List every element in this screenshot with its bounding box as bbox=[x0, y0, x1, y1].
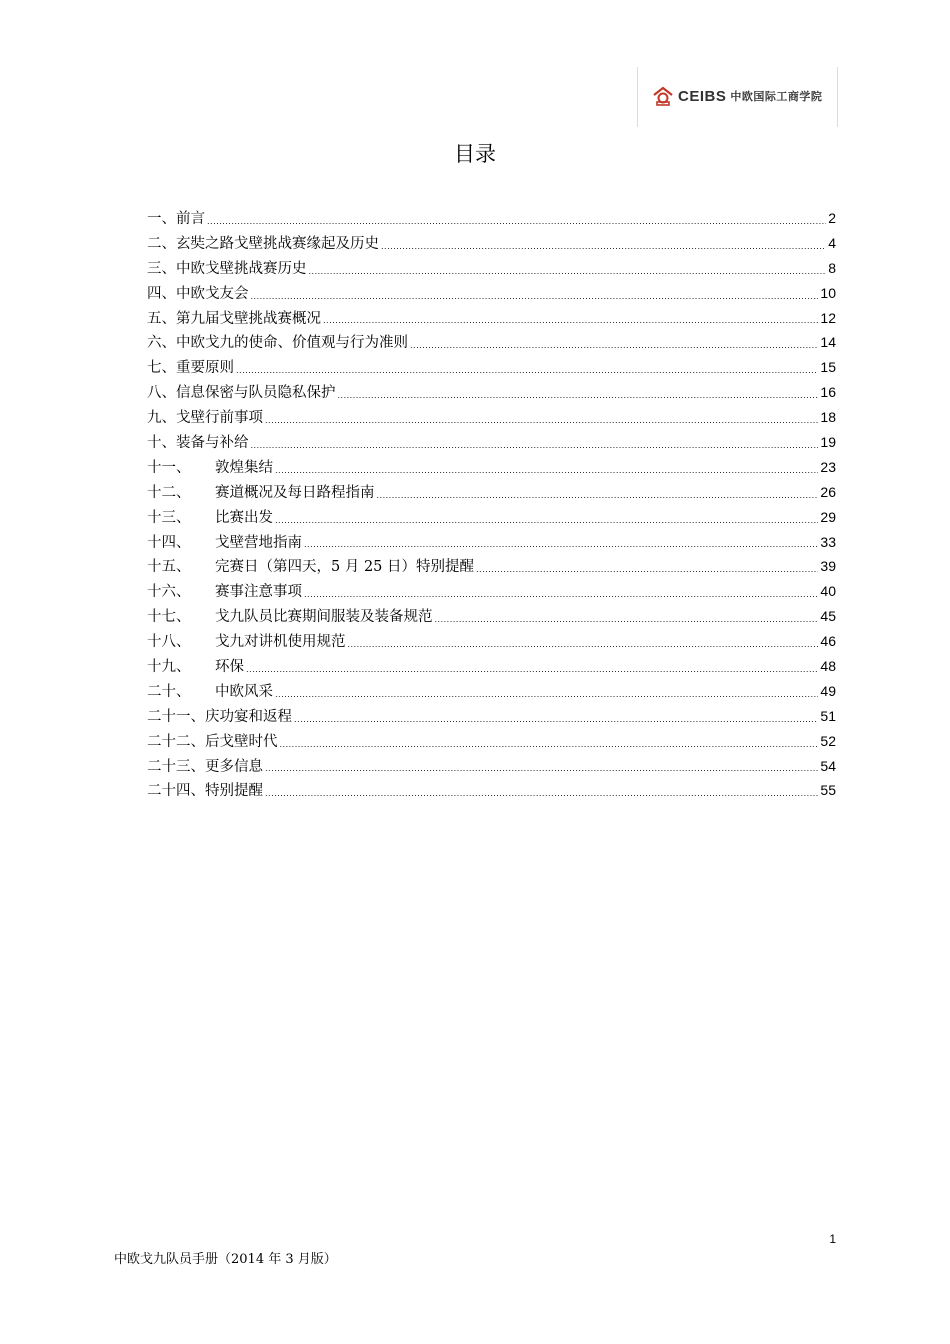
toc-entry-title: 中欧风采 bbox=[215, 683, 273, 700]
toc-entry-number: 二十三、 bbox=[147, 758, 205, 775]
toc-dot-leader bbox=[251, 437, 819, 455]
toc-entry[interactable] bbox=[147, 629, 836, 654]
toc-entry-page: 29 bbox=[820, 508, 836, 525]
toc-entry-number: 十七、 bbox=[147, 609, 191, 626]
toc-entry-number: 二十、 bbox=[147, 683, 191, 700]
toc-entry-page: 23 bbox=[820, 458, 836, 475]
toc-entry-page: 12 bbox=[820, 309, 836, 326]
toc-dot-leader bbox=[294, 711, 818, 729]
toc-entry[interactable] bbox=[147, 231, 836, 256]
toc-entry[interactable] bbox=[147, 679, 836, 704]
toc-entry-title: 装备与补给 bbox=[176, 435, 249, 452]
toc-dot-leader bbox=[207, 213, 826, 231]
toc-entry-page: 55 bbox=[820, 782, 836, 799]
toc-entry-number: 四、 bbox=[147, 285, 176, 302]
toc-dot-leader bbox=[338, 387, 819, 405]
toc-entry-title: 戈九对讲机使用规范 bbox=[215, 634, 346, 651]
toc-entry[interactable] bbox=[147, 355, 836, 380]
toc-entry-number: 六、 bbox=[147, 335, 176, 352]
toc-dot-leader bbox=[377, 487, 819, 505]
toc-entry-page: 10 bbox=[820, 284, 836, 301]
toc-entry-page: 52 bbox=[820, 732, 836, 749]
toc-entry-title: 环保 bbox=[215, 659, 244, 676]
toc-entry-page: 4 bbox=[828, 234, 836, 251]
toc-entry-page: 54 bbox=[820, 757, 836, 774]
toc-entry-page: 15 bbox=[820, 359, 836, 376]
toc-entry[interactable] bbox=[147, 405, 836, 430]
toc-entry[interactable] bbox=[147, 430, 836, 455]
toc-entry-page: 8 bbox=[828, 259, 836, 276]
toc-entry-title: 戈九队员比赛期间服装及装备规范 bbox=[215, 609, 433, 626]
toc-entry[interactable] bbox=[147, 480, 836, 505]
toc-entry-number: 十二、 bbox=[147, 484, 191, 501]
toc-dot-leader bbox=[265, 412, 818, 430]
toc-entry-page: 40 bbox=[820, 583, 836, 600]
toc-entry-title: 中欧戈友会 bbox=[176, 285, 249, 302]
toc-entry-title: 特别提醒 bbox=[205, 783, 263, 800]
toc-dot-leader bbox=[265, 785, 818, 803]
toc-entry-title: 重要原则 bbox=[176, 360, 234, 377]
toc-entry-page: 2 bbox=[828, 210, 836, 226]
toc-dot-leader bbox=[476, 561, 818, 579]
toc-entry-page: 49 bbox=[820, 682, 836, 699]
toc-entry-page: 45 bbox=[820, 608, 836, 625]
toc-dot-leader bbox=[304, 586, 818, 604]
toc-dot-leader bbox=[265, 760, 818, 778]
toc-dot-leader bbox=[381, 238, 826, 256]
toc-entry-title: 赛道概况及每日路程指南 bbox=[215, 484, 375, 501]
toc-dot-leader bbox=[304, 536, 818, 554]
toc-entry-number: 十、 bbox=[147, 435, 176, 452]
toc-entry-number: 十一、 bbox=[147, 459, 191, 476]
toc-entry-number: 八、 bbox=[147, 385, 176, 402]
toc-entry-page: 26 bbox=[820, 483, 836, 500]
toc-entry-page: 33 bbox=[820, 533, 836, 550]
toc-dot-leader bbox=[275, 686, 818, 704]
toc-entry-title: 中欧戈九的使命、价值观与行为准则 bbox=[176, 335, 408, 352]
toc-dot-leader bbox=[246, 661, 818, 679]
toc-dot-leader bbox=[275, 462, 818, 480]
toc-entry-number: 十八、 bbox=[147, 634, 191, 651]
toc-entry[interactable] bbox=[147, 380, 836, 405]
toc-entry-page: 39 bbox=[820, 558, 836, 575]
toc-entry[interactable] bbox=[147, 704, 836, 729]
toc-entry-page: 18 bbox=[820, 409, 836, 426]
toc-entry-number: 十四、 bbox=[147, 534, 191, 551]
toc-entry[interactable] bbox=[147, 654, 836, 679]
toc-entry-title: 戈壁行前事项 bbox=[176, 410, 263, 427]
toc-entry-page: 14 bbox=[820, 334, 836, 351]
table-of-contents bbox=[147, 206, 836, 803]
toc-entry-number: 二十一、 bbox=[147, 708, 205, 725]
toc-entry-page: 19 bbox=[820, 434, 836, 451]
toc-dot-leader bbox=[275, 512, 818, 530]
page-title: 目录 bbox=[454, 142, 496, 166]
logo-chinese-name: 中欧国际工商学院 bbox=[730, 90, 823, 103]
toc-dot-leader bbox=[309, 263, 827, 281]
toc-entry-title: 玄奘之路戈壁挑战赛缘起及历史 bbox=[176, 235, 379, 252]
toc-entry-title: 前言 bbox=[176, 211, 205, 227]
toc-entry-number: 七、 bbox=[147, 360, 176, 377]
toc-entry-title: 第九届戈壁挑战赛概况 bbox=[176, 310, 321, 327]
toc-entry-page: 51 bbox=[820, 707, 836, 724]
toc-entry[interactable] bbox=[147, 579, 836, 604]
toc-dot-leader bbox=[410, 337, 818, 355]
toc-entry-number: 一、 bbox=[147, 211, 176, 227]
toc-entry[interactable] bbox=[147, 256, 836, 281]
ceibs-emblem-icon bbox=[652, 85, 674, 107]
toc-entry[interactable] bbox=[147, 206, 836, 231]
logo-text: CEIBS bbox=[678, 87, 727, 105]
toc-entry-number: 三、 bbox=[147, 260, 176, 277]
header-logo-area bbox=[637, 67, 838, 127]
toc-entry-number: 十五、 bbox=[147, 559, 191, 576]
ceibs-logo bbox=[652, 85, 822, 107]
footer-text: 中欧戈九队员手册（2014 年 3 月版） bbox=[114, 1252, 337, 1267]
toc-entry-number: 二十二、 bbox=[147, 733, 205, 750]
toc-entry-page: 46 bbox=[820, 633, 836, 650]
toc-entry-page: 16 bbox=[820, 384, 836, 401]
toc-entry-number: 二十四、 bbox=[147, 783, 205, 800]
toc-entry[interactable] bbox=[147, 729, 836, 754]
toc-entry[interactable] bbox=[147, 455, 836, 480]
toc-entry[interactable] bbox=[147, 604, 836, 629]
toc-entry-number: 五、 bbox=[147, 310, 176, 327]
toc-entry-title: 庆功宴和返程 bbox=[205, 708, 292, 725]
toc-entry-title: 信息保密与队员隐私保护 bbox=[176, 385, 336, 402]
toc-entry-title: 戈壁营地指南 bbox=[215, 534, 302, 551]
toc-entry-title: 完赛日（第四天，5 月 25 日）特别提醒 bbox=[215, 559, 475, 576]
toc-dot-leader bbox=[236, 362, 818, 380]
toc-entry-number: 九、 bbox=[147, 410, 176, 427]
toc-entry-number: 十六、 bbox=[147, 584, 191, 601]
toc-entry-number: 二、 bbox=[147, 235, 176, 252]
toc-entry[interactable] bbox=[147, 306, 836, 331]
toc-entry-title: 后戈壁时代 bbox=[205, 733, 278, 750]
toc-entry[interactable] bbox=[147, 554, 836, 579]
toc-entry[interactable] bbox=[147, 505, 836, 530]
toc-entry[interactable] bbox=[147, 778, 836, 803]
toc-entry-title: 比赛出发 bbox=[215, 509, 273, 526]
toc-entry-title: 敦煌集结 bbox=[215, 459, 273, 476]
toc-entry-title: 更多信息 bbox=[205, 758, 263, 775]
page-number: 1 bbox=[829, 1232, 836, 1246]
toc-dot-leader bbox=[435, 611, 819, 629]
toc-entry[interactable] bbox=[147, 754, 836, 779]
toc-entry-page: 48 bbox=[820, 658, 836, 675]
toc-entry-title: 赛事注意事项 bbox=[215, 584, 302, 601]
toc-entry[interactable] bbox=[147, 281, 836, 306]
toc-entry-number: 十三、 bbox=[147, 509, 191, 526]
toc-entry-title: 中欧戈壁挑战赛历史 bbox=[176, 260, 307, 277]
toc-dot-leader bbox=[348, 636, 819, 654]
toc-dot-leader bbox=[251, 288, 819, 306]
toc-dot-leader bbox=[323, 312, 818, 330]
toc-entry[interactable] bbox=[147, 330, 836, 355]
toc-entry[interactable] bbox=[147, 530, 836, 555]
toc-dot-leader bbox=[280, 736, 819, 754]
toc-entry-number: 十九、 bbox=[147, 659, 191, 676]
